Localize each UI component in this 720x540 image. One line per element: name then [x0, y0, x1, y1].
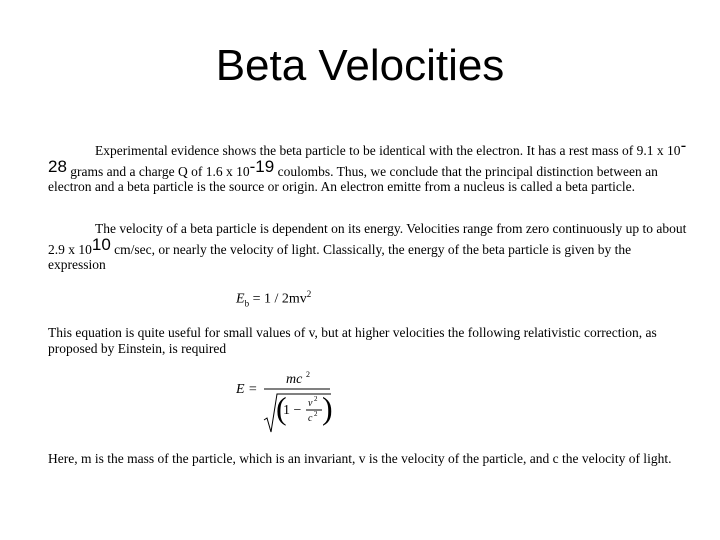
eq2-one-minus: 1 −: [283, 403, 302, 418]
eq2-c: c: [308, 413, 313, 424]
eq1-sup: 2: [306, 289, 312, 299]
p1-exponent-mass: -28: [48, 136, 687, 176]
eq2-lhs: E =: [236, 382, 258, 397]
relativistic-energy-equation: [236, 370, 346, 436]
p1-exponent-charge: -19: [249, 156, 275, 176]
paragraph-definitions: Here, m is the mass of the particle, which is an invariant, v is the velocity of the particle, and c the velocity of light.: [48, 451, 672, 466]
p1-text-a: Experimental evidence shows the beta particle to be identical with the electron. It has a rest mass of 9.1 x 10: [95, 143, 681, 158]
p2-text-b: cm/sec, or nearly the velocity of light. Classically, the energy of the beta particle is given by the expression: [48, 241, 632, 272]
p2-exponent: 10: [91, 234, 111, 254]
eq2-v-sup: 2: [314, 395, 318, 403]
classical-energy-equation: [236, 289, 311, 308]
p1-text-b: grams and a charge Q of 1.6 x 10: [66, 163, 250, 179]
slide-title: Beta Velocities: [215, 41, 505, 90]
eq2-v: v: [308, 398, 313, 409]
eq2-paren-open: (: [276, 390, 287, 426]
eq2-numerator: mc: [286, 372, 303, 387]
paragraph-relativistic: This equation is quite useful for small values of v, but at higher velocities the following relativistic correction, as proposed by Einstein, is required: [48, 325, 657, 356]
eq2-paren-close: ): [322, 390, 333, 426]
eq1-lhs: E: [236, 291, 245, 307]
paragraph-rest-mass: [48, 138, 688, 195]
eq1-sub: b: [244, 298, 250, 309]
eq2-c-sup: 2: [314, 410, 318, 418]
p1-text-c: coulombs. Thus, we conclude that the principal distinction between an electron and a beta particle is the source or origin. An electron emitte from a nucleus is called a beta particle.: [48, 163, 658, 194]
paragraph-velocity: [48, 221, 688, 273]
eq1-rhs: = 1 / 2mv: [249, 291, 307, 307]
p2-text-a: The velocity of a beta particle is dependent on its energy. Velocities range from zero continuously up to about 2.9 x 10: [48, 221, 687, 257]
eq2-num-sup: 2: [306, 370, 310, 379]
